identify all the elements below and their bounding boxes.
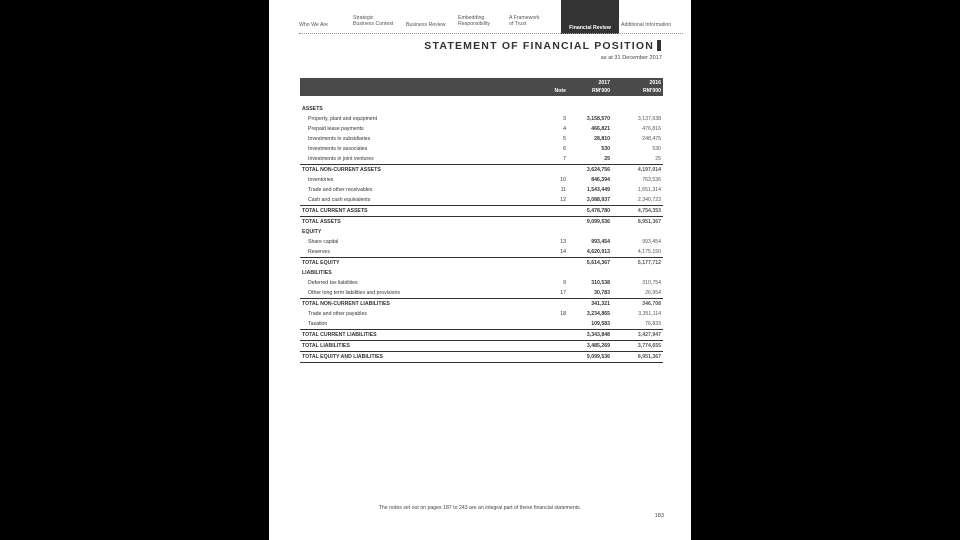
nav-financial-review[interactable]: Financial Review [561,0,619,34]
table-row [300,144,663,154]
row-value-2017: 341,321 [591,301,610,307]
footnote: The notes set out on pages 187 to 243 are an integral part of these financial statements. [378,505,582,511]
row-label: LIABILITIES [302,270,332,276]
row-label: Property, plant and equipment [308,116,378,122]
document-page [269,0,691,540]
row-label: EQUITY [302,229,322,235]
row-value-2016: 3,351,114 [638,311,661,317]
table-row [300,175,663,185]
table-row [300,134,663,144]
row-note: 17 [560,290,566,296]
table-row [300,298,663,309]
nav-divider [299,33,683,34]
page-number: 183 [654,513,664,519]
nav-who-we-are[interactable]: Who We Are [299,22,329,28]
row-value-2017: 25 [604,156,610,162]
row-note: 18 [560,311,566,317]
page-subtitle: as at 31 December 2017 [600,55,662,61]
row-label: Inventories [308,177,334,183]
row-value-2017: 30,783 [594,290,610,296]
row-label: ASSETS [302,106,323,112]
row-value-2017: 5,614,367 [586,260,610,266]
row-value-2016: 248,475 [642,136,661,142]
row-value-2016: 3,774,655 [637,343,661,349]
title-marker [657,40,661,51]
row-label: Deferred tax liabilities [308,280,358,286]
row-value-2016: 1,651,314 [637,187,661,193]
row-value-2017: 466,821 [591,126,610,132]
row-value-2016: 8,951,367 [637,354,661,360]
row-value-2017: 4,620,913 [586,249,610,255]
row-value-2017: 9,099,536 [586,219,610,225]
row-label: TOTAL LIABILITIES [302,343,350,349]
table-row [300,329,663,340]
row-value-2017: 846,394 [591,177,610,183]
row-value-2017: 9,099,536 [586,354,610,360]
table-row [300,164,663,175]
row-note: 3 [563,116,566,122]
row-value-2017: 3,485,269 [586,343,610,349]
table-row [300,237,663,247]
table-row [300,319,663,329]
row-label: Trade and other receivables [308,187,373,193]
page-title: STATEMENT OF FINANCIAL POSITION [424,40,654,52]
row-label: Investments in joint ventures [308,156,374,162]
row-value-2017: 530 [601,146,610,152]
row-value-2017: 3,624,756 [586,167,610,173]
section-nav [269,0,691,34]
row-value-2016: 8,951,367 [637,219,661,225]
row-value-2016: 4,197,014 [637,167,661,173]
row-label: TOTAL NON-CURRENT ASSETS [302,167,381,173]
row-label: Taxation [308,321,328,327]
row-note: 6 [563,146,566,152]
row-label: Investments in associates [308,146,368,152]
row-value-2017: 3,088,937 [586,197,610,203]
header-2017-unit: RM'000 [592,88,610,94]
row-value-2016: 76,833 [645,321,661,327]
row-note: 9 [563,280,566,286]
table-row [300,227,663,237]
row-note: 10 [560,177,566,183]
table-row [300,154,663,164]
row-note: 5 [563,136,566,142]
row-value-2016: 26,954 [645,290,661,296]
row-label: TOTAL EQUITY [302,260,340,266]
table-row [300,195,663,205]
header-2016-year: 2016 [649,80,661,86]
table-row [300,351,663,363]
table-row [300,309,663,319]
row-label: TOTAL ASSETS [302,219,341,225]
table-row [300,268,663,278]
row-value-2017: 3,234,865 [586,311,610,317]
row-value-2017: 3,158,570 [586,116,610,122]
row-label: TOTAL CURRENT ASSETS [302,208,368,214]
row-value-2016: 5,177,712 [637,260,661,266]
nav-additional-information[interactable]: Additional Information [621,22,672,28]
header-note: Note [554,88,566,94]
row-note: 11 [560,187,566,193]
row-label: Reserves [308,249,330,255]
row-value-2016: 530 [652,146,661,152]
row-label: Cash and cash equivalents [308,197,371,203]
row-note: 12 [560,197,566,203]
row-label: TOTAL EQUITY AND LIABILITIES [302,354,383,360]
row-value-2016: 4,175,150 [637,249,661,255]
row-value-2016: 476,816 [642,126,661,132]
row-value-2016: 3,137,638 [637,116,661,122]
row-value-2017: 310,538 [591,280,610,286]
financial-position-table [300,78,663,363]
table-row [300,288,663,298]
row-value-2017: 109,583 [591,321,610,327]
row-value-2017: 1,543,449 [586,187,610,193]
row-value-2016: 25 [655,156,661,162]
row-label: Share capital [308,239,339,245]
row-note: 14 [560,249,566,255]
table-row [300,104,663,114]
row-label: Prepaid lease payments [308,126,364,132]
row-label: Trade and other payables [308,311,367,317]
table-row [300,124,663,134]
nav-framework-of-trust[interactable]: A Framework of Trust [509,15,540,27]
row-label: TOTAL CURRENT LIABILITIES [302,332,377,338]
header-2017-year: 2017 [598,80,610,86]
row-value-2016: 3,427,947 [637,332,661,338]
table-row [300,340,663,351]
table-row [300,278,663,288]
header-2016-unit: RM'000 [643,88,661,94]
nav-embedding-responsibility[interactable]: Embedding Responsibility [458,15,491,27]
nav-business-review[interactable]: Business Review [406,22,446,28]
row-value-2016: 993,454 [642,239,661,245]
row-value-2016: 4,754,353 [637,208,661,214]
row-note: 4 [563,126,566,132]
row-value-2016: 763,536 [642,177,661,183]
table-row [300,247,663,257]
row-value-2016: 310,754 [642,280,661,286]
table-row [300,205,663,216]
row-note: 13 [560,239,566,245]
row-value-2016: 346,708 [642,301,661,307]
row-value-2017: 3,343,848 [586,332,610,338]
row-value-2016: 2,340,723 [637,197,661,203]
row-note: 7 [563,156,566,162]
row-value-2017: 5,478,780 [586,208,610,214]
row-value-2017: 28,810 [594,136,610,142]
table-row [300,216,663,227]
table-row [300,114,663,124]
row-label: TOTAL NON-CURRENT LIABILITIES [302,301,390,307]
row-label: Investments in subsidiaries [308,136,371,142]
row-value-2017: 993,454 [591,239,610,245]
table-header [300,78,663,96]
table-row [300,185,663,195]
row-label: Other long term liabilities and provisions [308,290,400,296]
table-row [300,257,663,268]
nav-strategic-business-context[interactable]: Strategic Business Context [353,15,394,27]
